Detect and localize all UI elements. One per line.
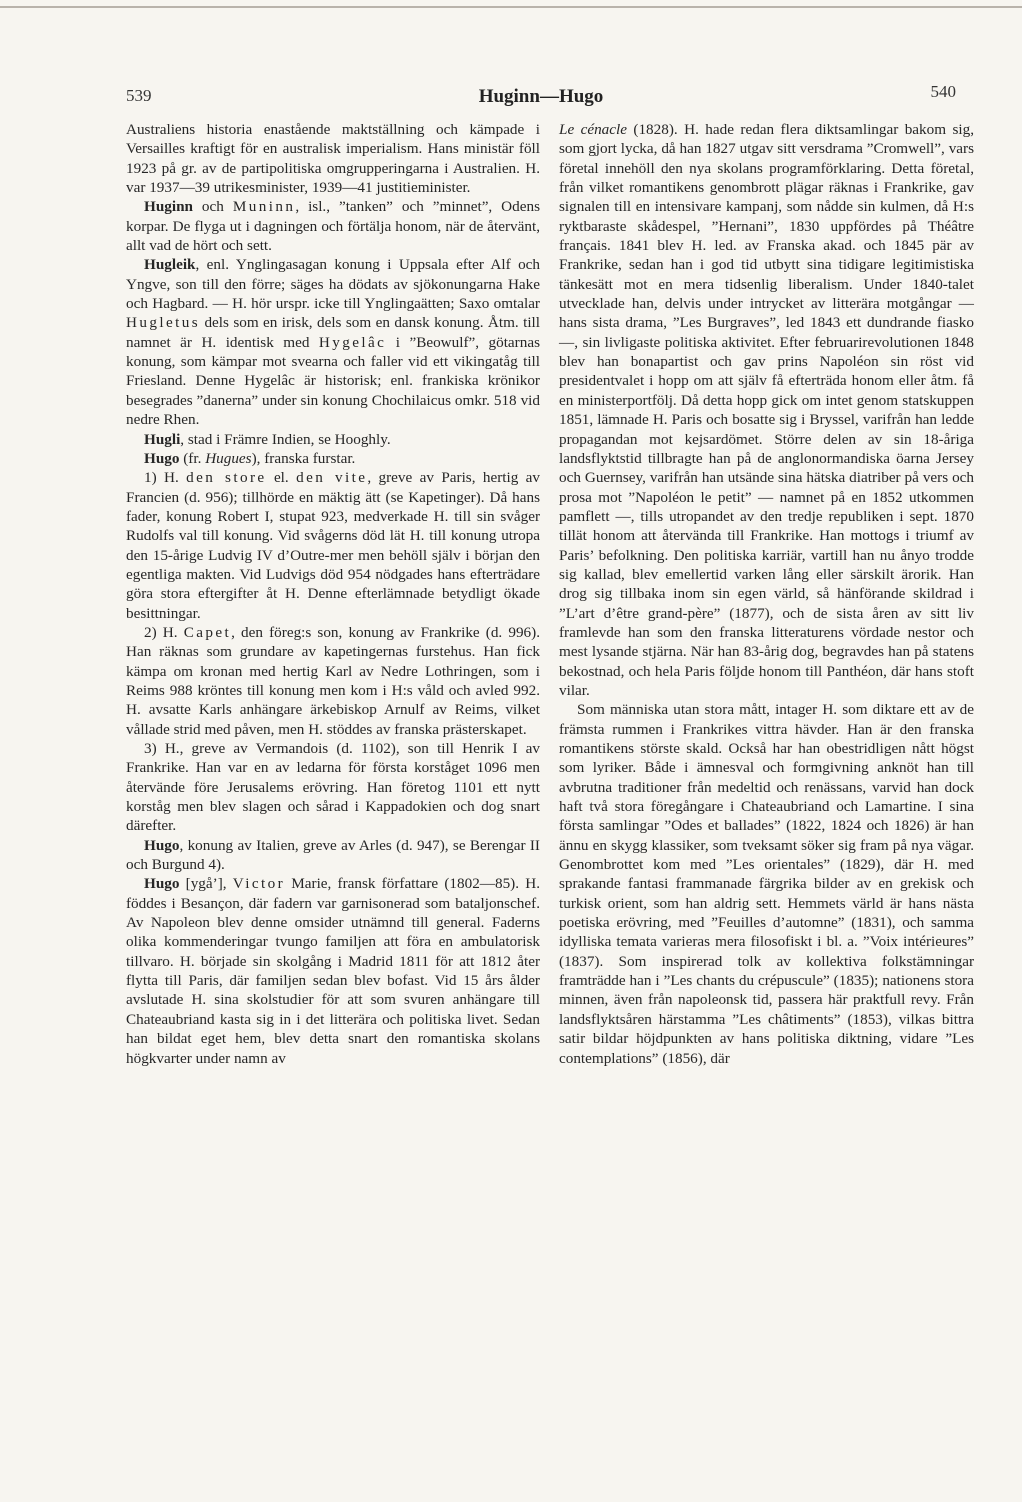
entry-hugli: Hugli, stad i Främre Indien, se Hooghly. <box>144 430 391 448</box>
left-column <box>126 120 540 1068</box>
entry-continuation: Australiens historia enastående maktställning och kämpade i Versailles kraftigt för en australisk imperialism. Hans ministär föll 1923 på gr. av de partipolitiska omgrupperingarna i Australien. H. var 1937—39 utrikesminister, 1939—41 justitieminister. <box>126 121 540 197</box>
headword: Hugo <box>144 836 180 854</box>
spaced-name: Capet <box>183 623 232 641</box>
spaced-name: Hygelâc <box>318 333 387 351</box>
spaced-name: Victor <box>232 875 286 893</box>
victor-hugo-continuation: Le cénacle (1828). H. hade redan flera diktsamlingar bakom sig, som gjort lycka, då han 1827 utgav sitt versdrama ”Cromwell”, vars företal innehöll den nya skolans programförklaring. Detta företal, från vilket romantikens genombrott plägar räknas i Frankrike, gav signalen till en intensivare kampanj, som nådde sin kulmen, då H:s ryktbaraste skådespel, ”Hernani”, 1830 uppfördes på Théâtre français. 1841 blev H. led. av Franska akad. och 1845 pär av Frankrike, sedan han i god tid utbytt sina tidigare legitimistiska tänkesätt mot en mera tidsenlig liberalism. Under 1840-talet utvecklade han, delvis under intrycket av litterära motgångar — hans sista drama, ”Les Burgraves”, led 1843 ett dundrande fiasko —, sin livligaste politiska aktivitet. Efter februarirevolutionen 1848 blev han bonapartist och gav prins Napoléon sin röst vid presidentvalet i hopp om att själv få efterträda honom eller åtm. få en ministerportfölj. Då detta hopp gick om intet genom statskuppen 1851, lämnade H. Paris och bosatte sig i Bryssel, varifrån han ledde propagandan mot kejsardömet. Större delen av sin 18-åriga landsflyktstid tillbragte han på de anglonormandiska öarna Jersey och Guernsey, varifrån han utsände sina hätska diatriber på vers och prosa mot ”Napoléon le petit” — namnet på en 1852 utkommen pamflett —, tills utropandet av den tredje republiken i sept. 1870 tillät honom att återvända till Frankrike. Han mottogs i triumf av Paris’ befolkning. Den politiska karriär, vartill han nu ånyo trodde sig kallad, blev emellertid varken lång eller särskilt ärorik. Han drog sig tillbaka inom sin egen värld, så hänförande skildrad i ”L’art d’être grand-père” (1877), och de sista åren av sitt liv framlevde han som den franska litteraturens vördade nestor och mest lysande stjärna. När han 83-årig dog, begravdes han på statens bekostnad, och hela Paris följde honom till Panthéon, där hans stoft vilar. <box>559 121 974 699</box>
entry-hugleik: Hugleik, enl. Ynglingasagan konung i Uppsala efter Alf och Yngve, son till den förre; säges ha dödats av sjökonungarna Hake och Hagbard. — H. hör urspr. icke till Ynglingaätten; Saxo omtalar Hugletus dels som en irisk, dels som en dansk konung. Åtm. till namnet är H. identisk med Hygelâc i ”Beowulf”, götarnas konung, som kämpar mot svearna och faller vid ett vikingatåg till Friesland. Denne Hygelâc är historisk; enl. frankiska krönikor besegrades ”danerna” under sin konung Chochilaicus omkr. 518 vid nedre Rhen. <box>126 256 540 429</box>
top-rule <box>0 6 1022 8</box>
running-header <box>126 82 956 116</box>
right-column <box>559 120 974 1068</box>
victor-hugo-assessment: Som människa utan stora mått, intager H. som diktare ett av de främsta rummen i Frankrikes vittra hävder. Han är den franska romantikens störste skald. Också har han obestridligen nått högst som lyriker. Både i ämnesval och formgivning anknöt han till avbrutna traditioner från medeltid och renässans, varvid han dock haft två stora föregångare i Chateaubriand och Lamartine. I sina första samlingar ”Odes et ballades” (1822, 1824 och 1826) är han ännu en skygg klassiker, som tveksamt söker sig fram på nya vägar. Genombrottet kom med ”Les orientales” (1829), där H. med sprakande fantasi frammanade färgrika bilder av en grekisk och turkisk orient, som han aldrig sett. Hemmets värld är hans nästa poetiska erövring, med ”Feuilles d’automne” (1831), och samma idylliska temata varieras mera filosofiskt i bl. a. ”Voix intérieures” (1837). Som inspirerad tolk av kollektiva folkstämningar framträdde han i ”Les chants du crépuscule” (1835); nationens stora minnen, även från napoleonsk tid, passera här praktfull revy. Från landsflyktsåren härstamma ”Les châtiments” (1853), vilkas bittra satir bildar höjdpunkten av hans politiska diktning, vidare ”Les contemplations” (1856), där <box>559 701 974 1067</box>
headword: Hugli <box>144 430 181 448</box>
page-number-right: 540 <box>930 82 956 101</box>
spaced-name: den vite <box>296 469 368 487</box>
running-title: Huginn—Hugo <box>478 86 604 107</box>
entry-hugo-furstar: Hugo (fr. Hugues), franska furstar. <box>144 449 356 467</box>
spaced-name: Muninn <box>232 198 296 216</box>
subentry-3: 3) H., greve av Vermandois (d. 1102), son till Henrik I av Frankrike. Han var en av ledarna för första korståget 1096 men återvände före Jerusalems erövring. Han företog 1101 ett nytt korståg men blev slagen och sårad i Kappadokien och dog snart därefter. <box>126 740 540 835</box>
entry-hugo-italy: Hugo, konung av Italien, greve av Arles (d. 947), se Berengar II och Burgund 4). <box>126 836 540 874</box>
subentry-2: 2) H. Capet, den föreg:s son, konung av Frankrike (d. 996). Han räknas som grundare av kapetingernas furstehus. Han fick kämpa om kronan med hertig Karl av Nedre Lothringen, som i Reims 988 kröntes till konung men kom i H:s våld och avled 992. H. avsatte Karls anhängare ärkebiskop Arnulf av Reims, vilket vållade strid med påven, men H. stöddes av franska prästerskapet. <box>126 623 540 738</box>
headword: Hugo <box>144 449 180 467</box>
spaced-name: Hugletus <box>126 314 201 332</box>
entry-victor-hugo: Hugo [ygå’], Victor Marie, fransk författare (1802—85). H. föddes i Besançon, där fadern var garnisonerad som bataljonschef. Av Napoleon blev denne omsider utnämnd till general. Faderns olika kommenderingar tvungo familjen att föra en ambulatorisk tillvaro. H. började sin skolgång i Madrid 1811 för att 1812 åter flytta till Paris, där familjen sedan blev bofast. Vid 15 års ålder avslutade H. sina skolstudier för att som svuren anhängare till Chateaubriand kasta sig in i det litterära och politiska livet. Sedan han bildat eget hem, blev detta snart den romantiska skolans högkvarter under namn av <box>126 875 540 1067</box>
entry-huginn: Huginn och Muninn, isl., ”tanken” och ”minnet”, Odens korpar. De flyga ut i dagningen och förtälja honom, när de återvänt, allt vad de hört och sett. <box>126 198 540 255</box>
spaced-name: den store <box>186 469 267 487</box>
headword: Hugleik <box>144 256 196 274</box>
page-number-left: 539 <box>126 86 152 105</box>
headword: Hugo <box>144 875 180 893</box>
headword: Huginn <box>144 198 193 216</box>
subentry-1: 1) H. den store el. den vite, greve av Paris, hertig av Francien (d. 956); tillhörde en mäktig ätt (se Kapetinger). Då hans fader, konung Robert I, stupat 923, medverkade H. till sin svåger Rudolfs val till konung. Vid svågerns död lät H. till konung utropa den 15-årige Ludvig IV d’Outre-mer men behöll själv i början den egentliga makten. Vid Ludvigs död 954 nödgades hans efterträdare göra stora eftergifter åt H. Denne efterlämnade betydligt ökade besittningar. <box>126 469 540 622</box>
